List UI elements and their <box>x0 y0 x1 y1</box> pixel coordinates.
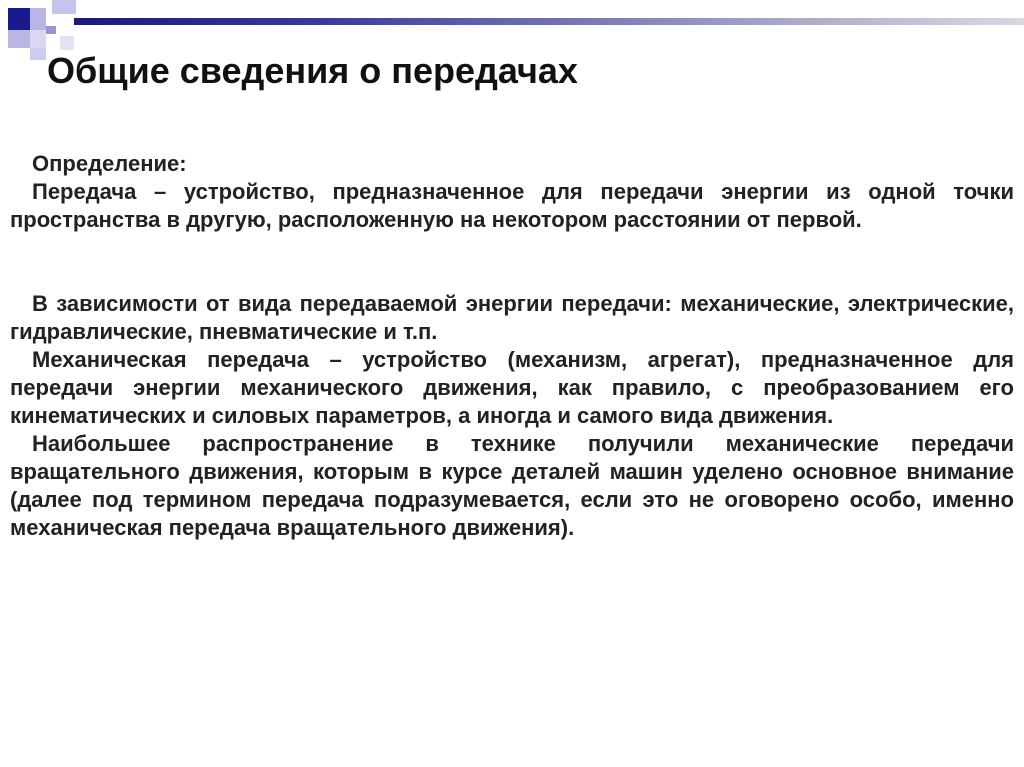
decor-square-navy <box>8 8 30 30</box>
energy-types-paragraph: В зависимости от вида передаваемой энергии передачи: механические, электрические, гидравлические, пневматические и т.п. <box>10 291 1014 344</box>
decor-square <box>30 8 46 30</box>
decor-square <box>52 0 76 14</box>
decor-square <box>8 30 30 48</box>
title-gradient-bar <box>74 18 1024 25</box>
rotational-transmission-paragraph: Наибольшее распространение в технике получили механические передачи вращательного движения, которым в курсе деталей машин уделено основное внимание (далее под термином передача подразумевается, если это не оговорено особо, именно механическая передача вращательного движения). <box>10 431 1014 540</box>
decor-square <box>60 36 74 50</box>
definition-label: Определение: <box>32 151 187 176</box>
decor-square <box>46 26 56 34</box>
mechanical-transmission-paragraph: Механическая передача – устройство (механизм, агрегат), предназначенное для передачи энергии механического движения, как правило, с преобразованием его кинематических и силовых параметров, а иногда и самого вида движения. <box>10 347 1014 428</box>
decor-square <box>30 48 46 60</box>
definition-text: Передача – устройство, предназначенное для передачи энергии из одной точки пространства в другую, расположенную на некотором расстоянии от первой. <box>10 179 1014 232</box>
slide-body <box>10 150 1014 542</box>
decor-square <box>30 30 46 48</box>
slide-title: Общие сведения о передачах <box>47 50 578 91</box>
